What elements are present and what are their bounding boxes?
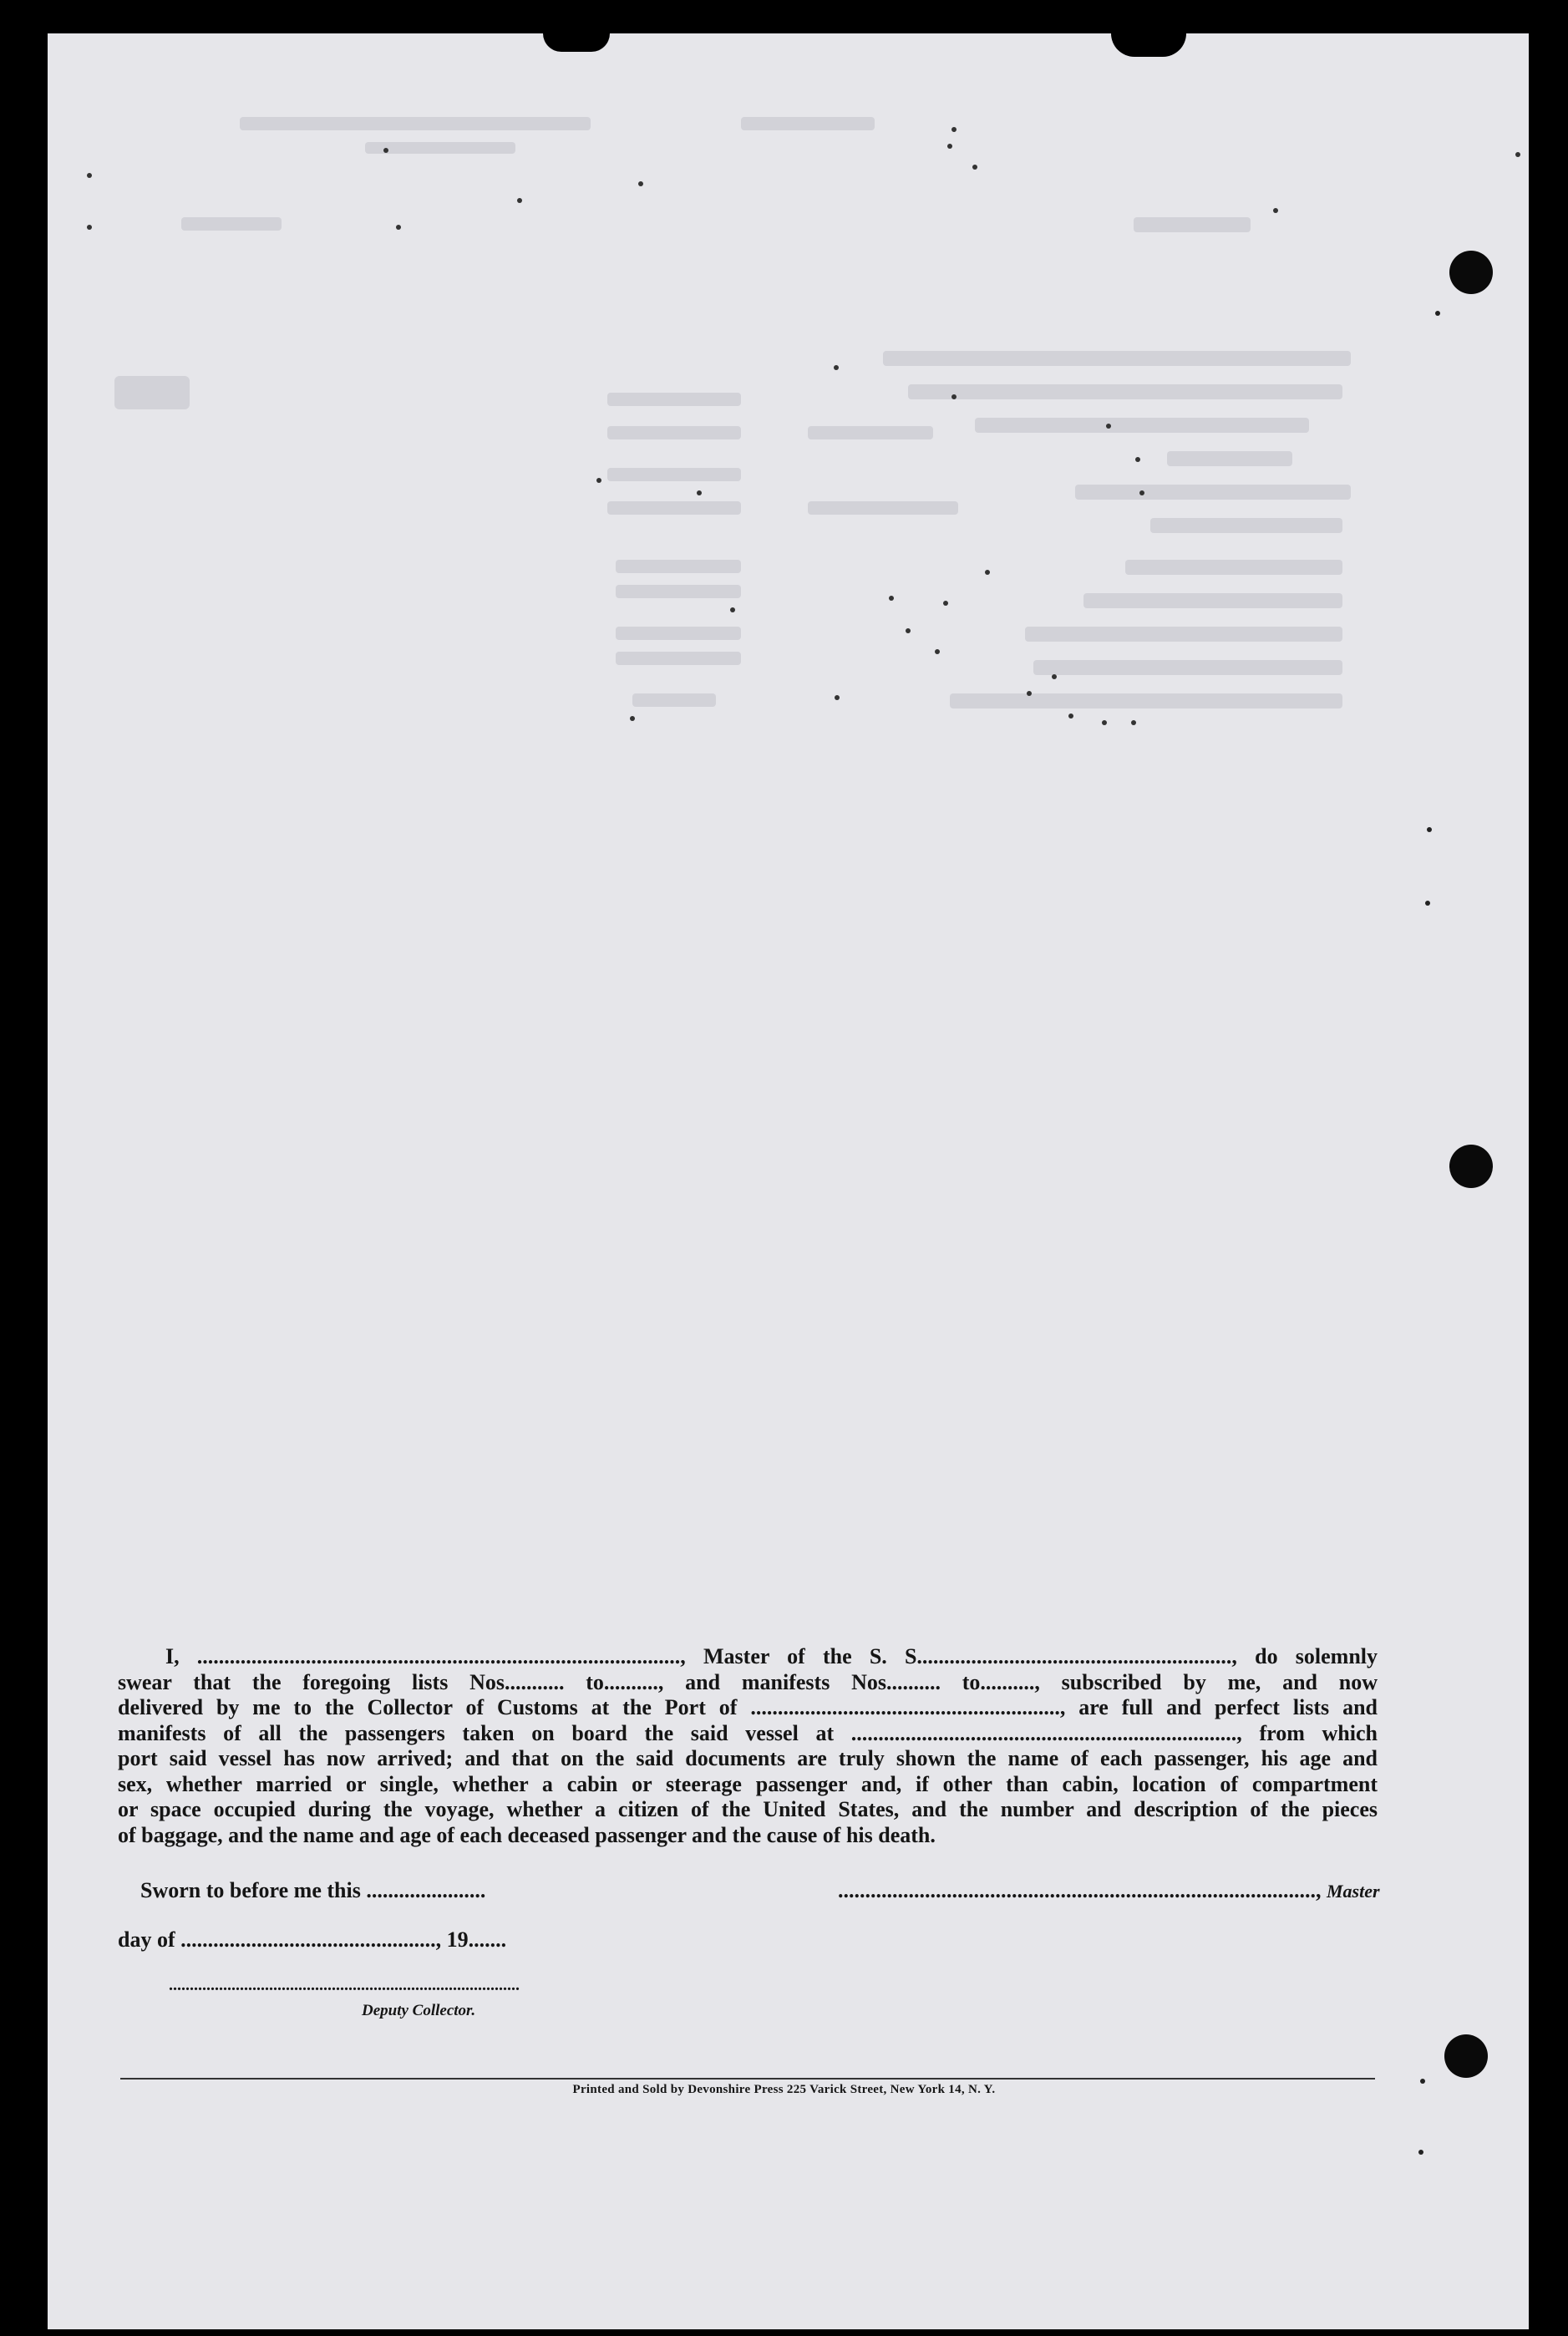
master-oath-paragraph <box>118 1644 1378 1848</box>
oath-line: I, ........................................................................................., Master of the S. S.........................................................., do solemnly <box>165 1644 1378 1668</box>
deputy-collector-label: Deputy Collector. <box>362 2002 476 2019</box>
oath-line: manifests of all the passengers taken on board the said vessel at ......................................................................., from which <box>118 1720 1378 1745</box>
master-label: Master <box>1327 1881 1380 1902</box>
oath-line: or space occupied during the voyage, whether a citizen of the United States, and the number and description of the pieces <box>118 1797 1378 1821</box>
deputy-signature-line: .................................................................................... <box>169 1976 520 1994</box>
sworn-before-me: Sworn to before me this ...................... <box>140 1878 486 1902</box>
printer-imprint: Printed and Sold by Devonshire Press 225 Varick Street, New York 14, N. Y. <box>572 2083 996 2096</box>
punch-hole-bottom <box>1444 2034 1488 2078</box>
oath-line: port said vessel has now arrived; and that on the said documents are truly shown the name of each passenger, his age and <box>118 1746 1378 1770</box>
speck <box>1420 2079 1425 2084</box>
oath-line: swear that the foregoing lists Nos........... to.........., and manifests Nos.......... to.........., subscribed by me, and now <box>118 1669 1378 1694</box>
punch-hole-middle <box>1449 1145 1493 1188</box>
master-signature-dots: ........................................................................................, <box>838 1878 1327 1902</box>
master-signature-line <box>838 1878 1380 1903</box>
bleed-through-texture <box>48 33 1529 785</box>
speck <box>1435 311 1440 316</box>
speck <box>1418 2150 1423 2155</box>
oath-line: of baggage, and the name and age of each deceased passenger and the cause of his death. <box>118 1822 936 1847</box>
footer-rule <box>120 2078 1375 2080</box>
oath-line: sex, whether married or single, whether a cabin or steerage passenger and, if other than cabin, location of compartment <box>118 1771 1378 1796</box>
speck <box>1427 827 1432 832</box>
oath-line: delivered by me to the Collector of Customs at the Port of ........................................................., are full and perfect lists and <box>118 1695 1378 1719</box>
speck <box>1425 901 1430 906</box>
day-of-line: day of ..............................................., 19....... <box>118 1927 507 1952</box>
